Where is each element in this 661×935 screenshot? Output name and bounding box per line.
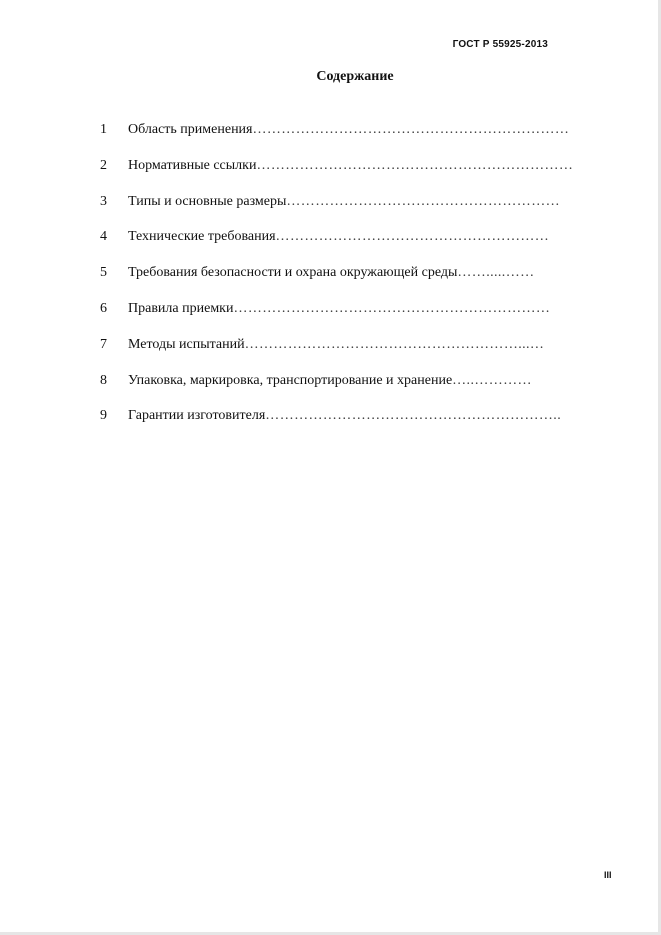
toc-entry-title: Область применения bbox=[128, 122, 253, 137]
toc-entry-title: Правила приемки bbox=[128, 300, 234, 316]
toc-entry-leader: …………………………………………………...… bbox=[244, 336, 545, 352]
toc-entry-number: 5 bbox=[100, 265, 107, 281]
toc-entry-6[interactable] bbox=[100, 301, 575, 337]
toc-entry-4[interactable] bbox=[100, 229, 575, 265]
toc-entry-8[interactable] bbox=[100, 373, 575, 409]
document-code-header: ГОСТ Р 55925-2013 bbox=[452, 39, 548, 50]
toc-entry-title: Упаковка, маркировка, транспортирование и хранение bbox=[128, 372, 453, 388]
toc-entry-number: 8 bbox=[100, 372, 107, 388]
toc-entry-1[interactable] bbox=[100, 122, 575, 158]
page-number: III bbox=[604, 870, 612, 880]
toc-entry-leader: …………………………………………………….. bbox=[265, 408, 562, 424]
toc-entry-leader: …..………… bbox=[452, 372, 532, 388]
toc-entry-9[interactable] bbox=[100, 408, 575, 444]
toc-entry-5[interactable] bbox=[100, 265, 575, 301]
toc-entry-7[interactable] bbox=[100, 337, 575, 373]
toc-entry-leader: ………………………………………………… bbox=[286, 193, 560, 209]
toc-entry-title: Гарантии изготовителя bbox=[128, 408, 266, 424]
toc-entry-3[interactable] bbox=[100, 194, 575, 230]
toc-entry-title: Типы и основные размеры bbox=[128, 193, 287, 209]
toc-entry-leader: ………………………………………………………… bbox=[256, 157, 574, 173]
toc-entry-title: Нормативные ссылки bbox=[128, 157, 257, 173]
toc-entry-leader: ………………………………………………………… bbox=[233, 300, 551, 316]
toc-entry-number: 4 bbox=[100, 229, 107, 245]
toc-entry-title: Требования безопасности и охрана окружающей среды bbox=[128, 265, 458, 281]
toc-entry-number: 6 bbox=[100, 300, 107, 316]
toc-entry-number: 7 bbox=[100, 336, 107, 352]
toc-title: Содержание bbox=[316, 69, 394, 84]
toc-entry-leader: ………………………………………………………… bbox=[252, 122, 570, 137]
toc-entry-number: 9 bbox=[100, 408, 107, 424]
toc-entry-number: 3 bbox=[100, 193, 107, 209]
table-of-contents bbox=[100, 122, 575, 444]
toc-entry-number: 1 bbox=[100, 122, 107, 137]
toc-entry-title: Методы испытаний bbox=[128, 336, 245, 352]
toc-entry-2[interactable] bbox=[100, 158, 575, 194]
toc-entry-number: 2 bbox=[100, 157, 107, 173]
toc-entry-leader: ………………………………………………… bbox=[275, 229, 550, 245]
toc-entry-leader: …….....…… bbox=[457, 265, 535, 281]
toc-entry-title: Технические требования bbox=[128, 229, 276, 245]
